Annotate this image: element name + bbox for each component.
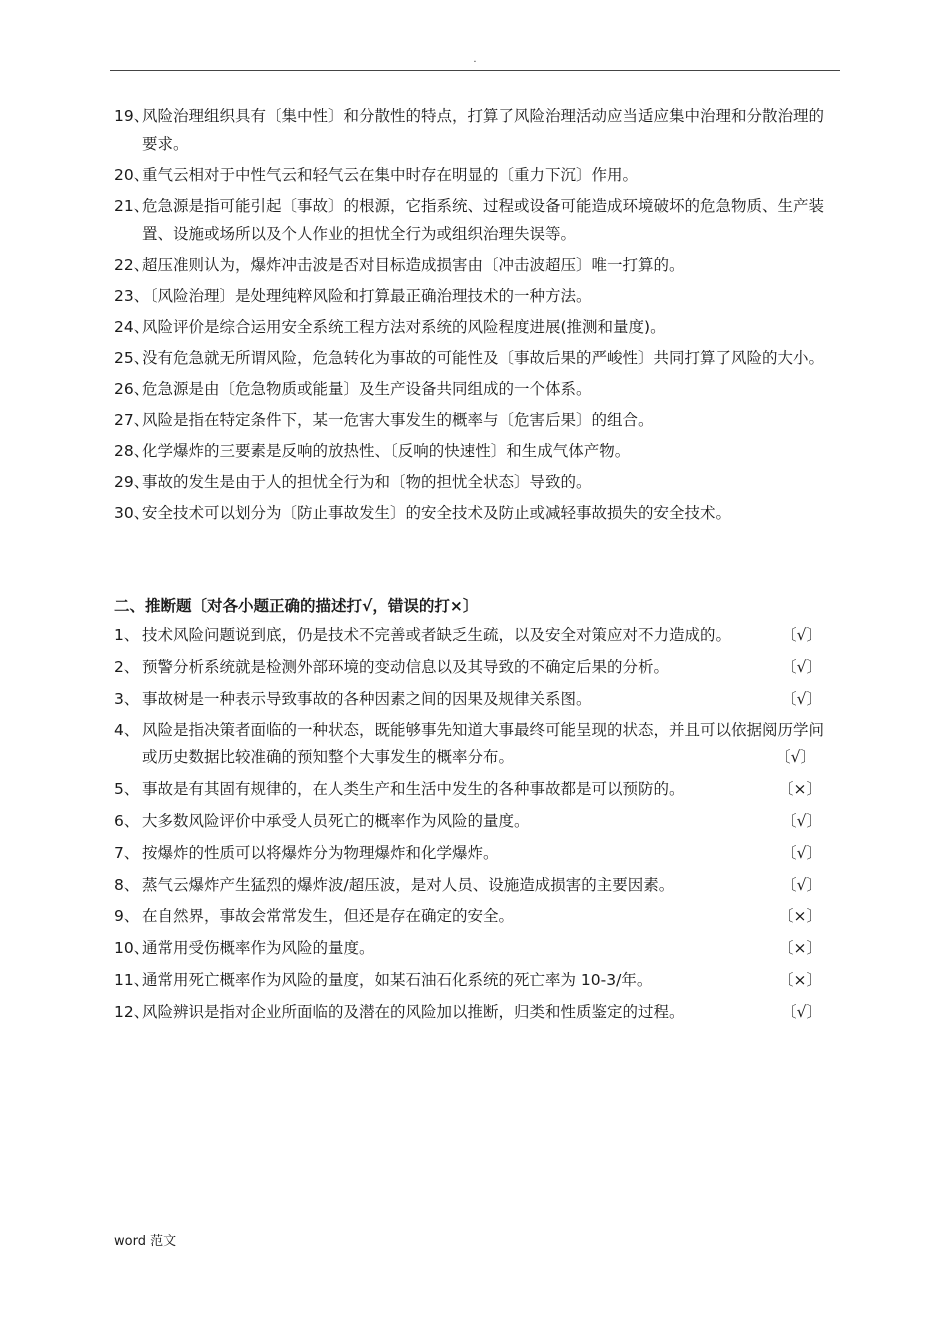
item-number: 23、 — [114, 287, 150, 305]
item-text: 事故树是一种表示导致事故的各种因素之间的因果及规律关系图。 — [142, 689, 592, 708]
item-text: 风险治理组织具有〔集中性〕和分散性的特点，打算了风险治理活动应当适应集中治理和分散治理的要求。 — [142, 107, 825, 153]
item-number: 7、 — [114, 843, 140, 862]
fill-item — [114, 161, 834, 189]
footer-text: word 范文 — [114, 1234, 177, 1249]
item-text: 事故是有其固有规律的，在人类生产和生活中发生的各种事故都是可以预防的。 — [142, 780, 685, 799]
item-number: 5、 — [114, 780, 140, 799]
judge-item — [114, 935, 834, 962]
fill-item — [114, 406, 834, 434]
item-text: 通常用受伤概率作为风险的量度。 — [142, 939, 375, 958]
section-title: 二、推断题〔对各小题正确的描述打√，错误的打×〕 — [114, 597, 479, 615]
item-number: 29、 — [114, 473, 150, 491]
fill-item — [114, 192, 834, 248]
item-number: 27、 — [114, 411, 150, 429]
judge-item — [114, 622, 834, 649]
item-text: 大多数风险评价中承受人员死亡的概率作为风险的量度。 — [142, 811, 530, 830]
item-number: 25、 — [114, 349, 150, 367]
item-text: 危急源是指可能引起〔事故〕的根源，它指系统、过程或设备可能造成环境破坏的危急物质、生产装置、设施或场所以及个人作业的担忧全行为或组织治理失误等。 — [142, 197, 825, 243]
item-number: 26、 — [114, 380, 150, 398]
answer-mark: 〔×〕 — [778, 939, 822, 958]
judge-item — [114, 686, 834, 713]
item-text: 事故的发生是由于人的担忧全行为和〔物的担忧全状态〕导致的。 — [142, 473, 592, 491]
fill-in-question-list — [114, 102, 834, 530]
item-number: 20、 — [114, 166, 150, 184]
fill-item — [114, 282, 834, 310]
item-text: 重气云相对于中性气云和轻气云在集中时存在明显的〔重力下沉〕作用。 — [142, 166, 639, 184]
item-text: 技术风险问题说到底，仍是技术不完善或者缺乏生疏，以及安全对策应对不力造成的。 — [142, 626, 732, 644]
answer-mark: 〔√〕 — [775, 748, 816, 767]
item-text: 〔风险治理〕是处理纯粹风险和打算最正确治理技术的一种方法。 — [142, 287, 592, 305]
item-number: 11、 — [114, 970, 150, 989]
answer-mark: 〔√〕 — [781, 657, 822, 676]
answer-mark: 〔×〕 — [778, 780, 822, 799]
header-rule — [110, 70, 840, 71]
fill-item — [114, 251, 834, 279]
item-number: 19、 — [114, 107, 150, 125]
item-number: 6、 — [114, 811, 140, 830]
judgement-question-list — [114, 622, 834, 1031]
item-number: 4、 — [114, 721, 140, 740]
item-text: 危急源是由〔危急物质或能量〕及生产设备共同组成的一个体系。 — [142, 380, 592, 398]
item-text: 在自然界，事故会常常发生，但还是存在确定的安全。 — [142, 907, 515, 926]
fill-item — [114, 313, 834, 341]
judge-item — [114, 776, 834, 803]
judge-item — [114, 840, 834, 867]
answer-mark: 〔√〕 — [781, 811, 822, 830]
answer-mark: 〔√〕 — [781, 875, 822, 894]
answer-mark: 〔×〕 — [778, 907, 822, 926]
judge-item — [114, 999, 834, 1026]
item-text: 安全技术可以划分为〔防止事故发生〕的安全技术及防止或减轻事故损失的安全技术。 — [142, 504, 732, 522]
fill-item — [114, 499, 834, 527]
item-number: 3、 — [114, 689, 140, 708]
fill-item — [114, 468, 834, 496]
item-number: 9、 — [114, 907, 140, 926]
item-text: 没有危急就无所谓风险，危急转化为事故的可能性及〔事故后果的严峻性〕共同打算了风险的大小。 — [142, 349, 825, 367]
judge-item — [114, 654, 834, 681]
item-text: 超压准则认为，爆炸冲击波是否对目标造成损害由〔冲击波超压〕唯一打算的。 — [142, 256, 685, 274]
header-dot: . — [473, 54, 477, 65]
fill-item — [114, 102, 834, 158]
item-number: 1、 — [114, 626, 140, 644]
answer-mark: 〔√〕 — [781, 843, 822, 862]
item-text: 风险辨识是指对企业所面临的及潜在的风险加以推断，归类和性质鉴定的过程。 — [142, 1002, 685, 1021]
answer-mark: 〔√〕 — [781, 689, 822, 708]
fill-item — [114, 344, 834, 372]
item-text: 蒸气云爆炸产生猛烈的爆炸波/超压波，是对人员、设施造成损害的主要因素。 — [142, 875, 675, 894]
item-text: 风险是指决策者面临的一种状态，既能够事先知道大事最终可能呈现的状态，并且可以依据阅历学问或历史数据比较准确的预知整个大事发生的概率分布。 — [142, 721, 825, 767]
fill-item — [114, 375, 834, 403]
item-text: 预警分析系统就是检测外部环境的变动信息以及其导致的不确定后果的分析。 — [142, 657, 670, 676]
item-number: 12、 — [114, 1002, 150, 1021]
item-text: 按爆炸的性质可以将爆炸分为物理爆炸和化学爆炸。 — [142, 843, 499, 862]
judge-item — [114, 872, 834, 899]
item-number: 30、 — [114, 504, 150, 522]
answer-mark: 〔√〕 — [781, 1002, 822, 1021]
judge-item — [114, 717, 834, 771]
item-text: 化学爆炸的三要素是反响的放热性、〔反响的快速性〕和生成气体产物。 — [142, 442, 631, 460]
judge-item — [114, 808, 834, 835]
answer-mark: 〔×〕 — [778, 970, 822, 989]
item-number: 8、 — [114, 875, 140, 894]
item-number: 24、 — [114, 318, 150, 336]
item-number: 10、 — [114, 939, 150, 958]
item-text: 风险是指在特定条件下，某一危害大事发生的概率与〔危害后果〕的组合。 — [142, 411, 654, 429]
item-number: 2、 — [114, 657, 140, 676]
answer-mark: 〔√〕 — [781, 626, 822, 644]
fill-item — [114, 437, 834, 465]
judge-item — [114, 903, 834, 930]
item-text: 通常用死亡概率作为风险的量度，如某石油石化系统的死亡率为 10-3/年。 — [142, 970, 653, 989]
item-number: 22、 — [114, 256, 150, 274]
judge-item — [114, 967, 834, 994]
item-number: 28、 — [114, 442, 150, 460]
item-number: 21、 — [114, 197, 150, 215]
item-text: 风险评价是综合运用安全系统工程方法对系统的风险程度进展(推测和量度)。 — [142, 318, 666, 336]
